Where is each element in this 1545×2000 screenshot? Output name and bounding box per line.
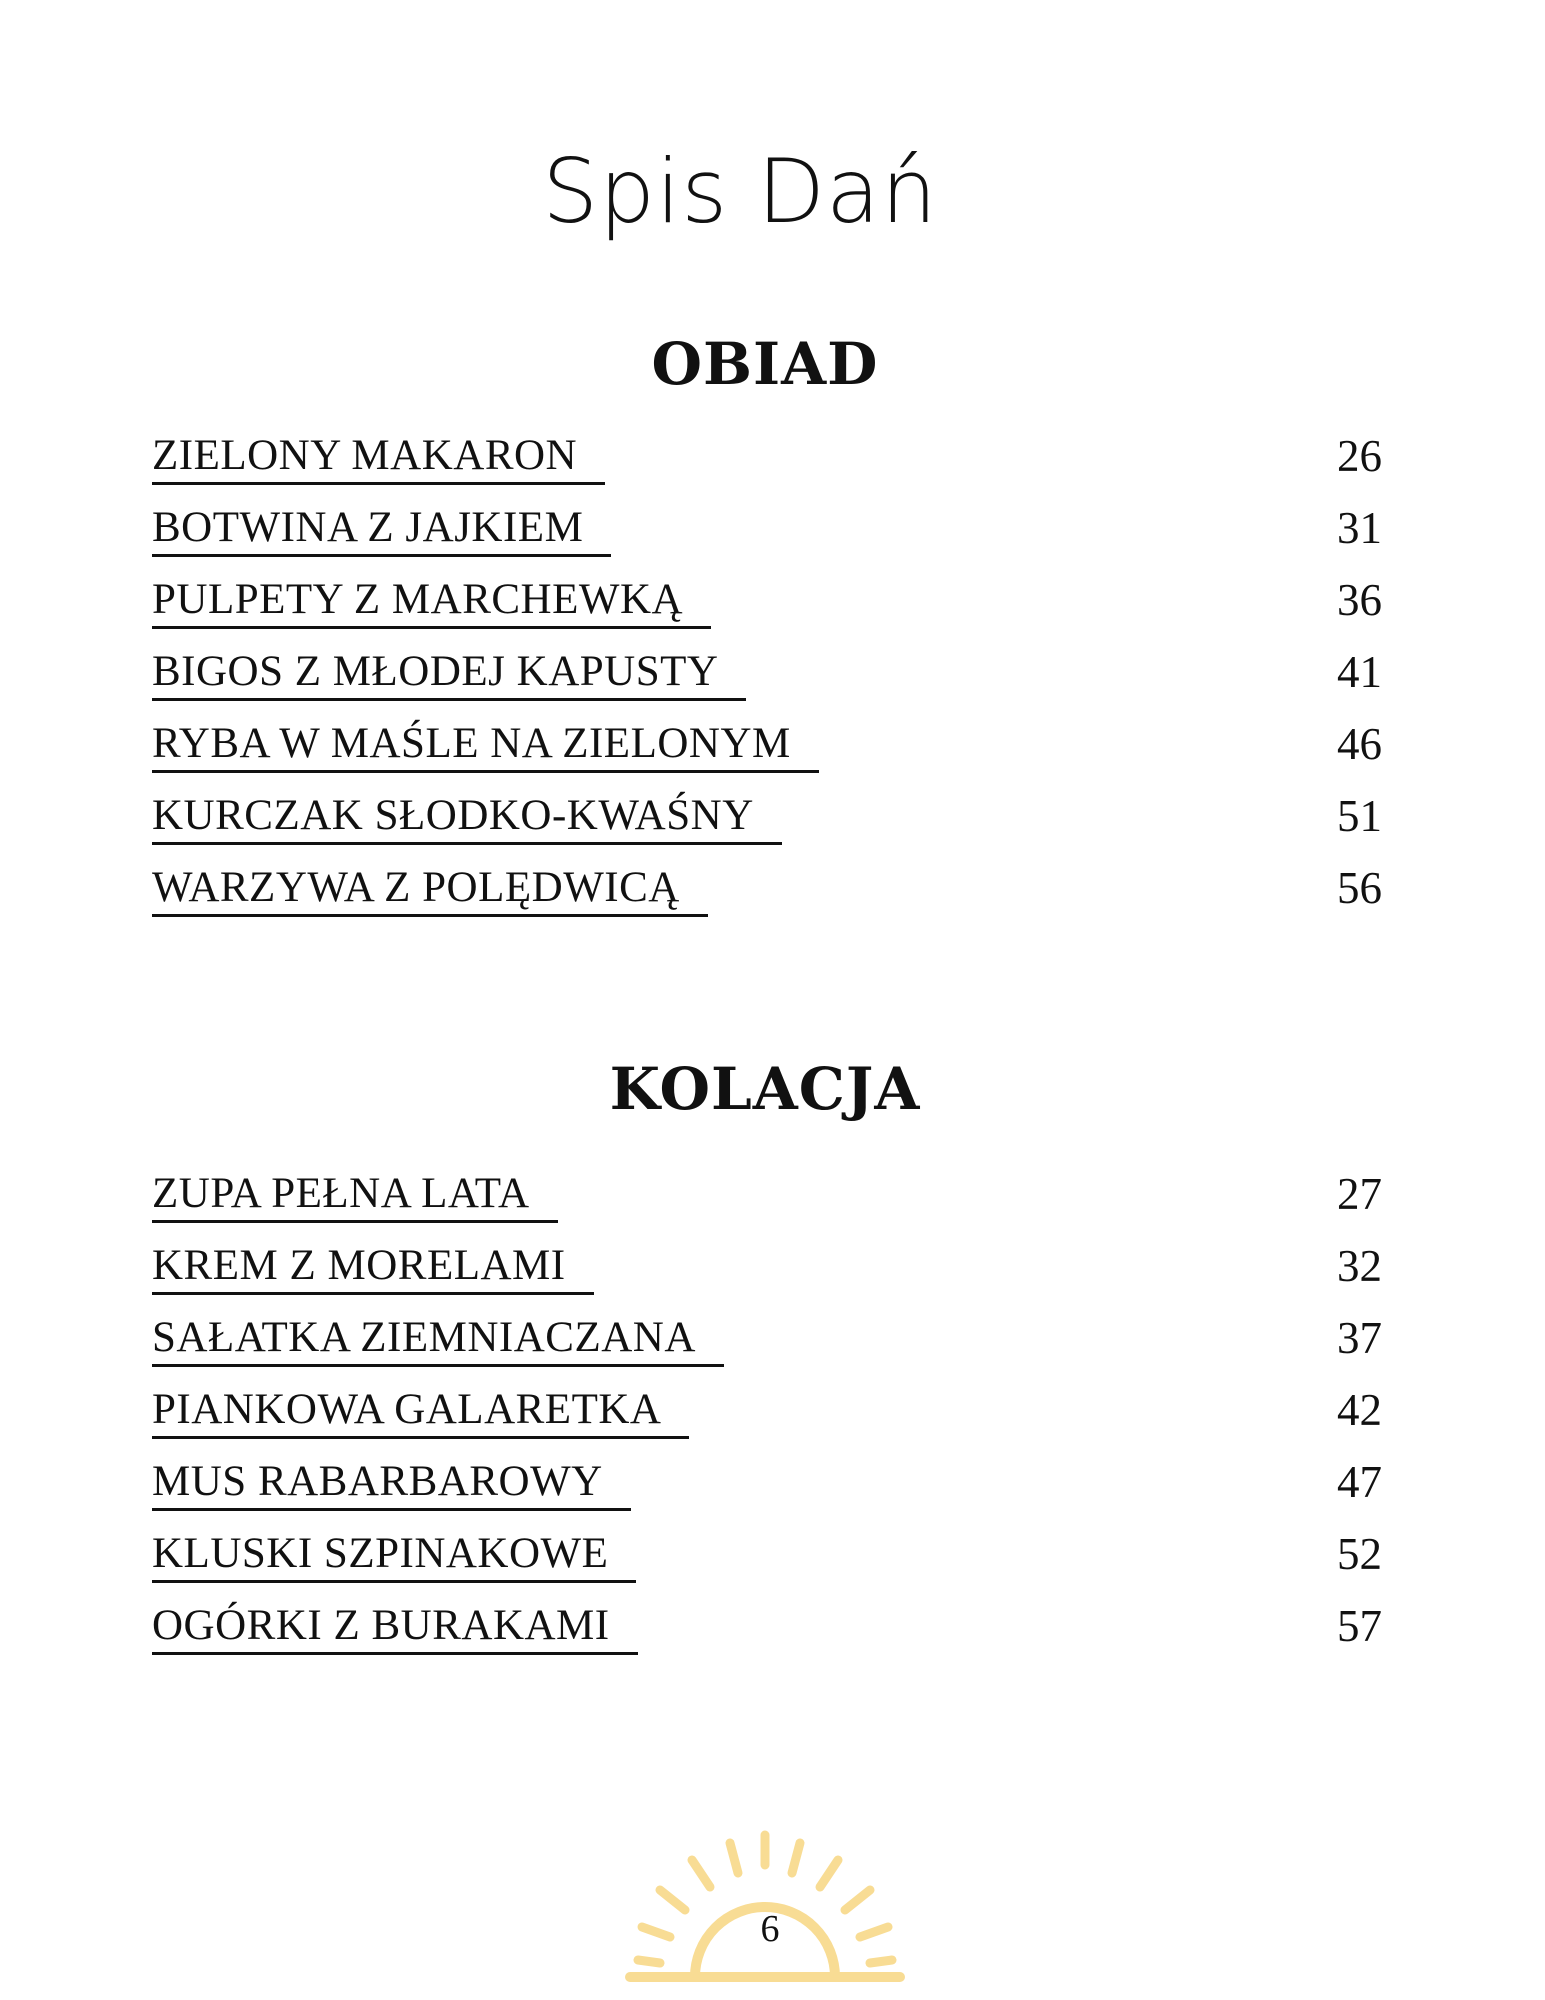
toc-page-number: 52: [1337, 1529, 1382, 1579]
toc-entry-link[interactable]: ZUPA PEŁNA LATA: [152, 1168, 558, 1223]
page-number: 6: [760, 1908, 780, 1950]
toc-list-obiad: [152, 430, 1382, 934]
toc-row: [152, 646, 1382, 718]
toc-page-number: 41: [1337, 647, 1382, 697]
toc-entry-link[interactable]: RYBA W MAŚLE NA ZIELONYM: [152, 718, 819, 773]
toc-row: [152, 1312, 1382, 1384]
toc-entry-link[interactable]: OGÓRKI Z BURAKAMI: [152, 1600, 638, 1655]
toc-entry-link[interactable]: ZIELONY MAKARON: [152, 430, 605, 485]
toc-row: [152, 502, 1382, 574]
toc-page-number: 27: [1337, 1169, 1382, 1219]
toc-row: [152, 790, 1382, 862]
toc-page-number: 46: [1337, 719, 1382, 769]
toc-row: [152, 718, 1382, 790]
toc-page-number: 51: [1337, 791, 1382, 841]
section-heading-kolacja: KOLACJA: [609, 1055, 921, 1123]
toc-page-number: 47: [1337, 1457, 1382, 1507]
toc-row: [152, 1168, 1382, 1240]
toc-page-number: 31: [1337, 503, 1382, 553]
toc-page-number: 32: [1337, 1241, 1382, 1291]
toc-entry-link[interactable]: KURCZAK SŁODKO-KWAŚNY: [152, 790, 782, 845]
toc-page-number: 37: [1337, 1313, 1382, 1363]
toc-entry-link[interactable]: PIANKOWA GALARETKA: [152, 1384, 689, 1439]
toc-list-kolacja: [152, 1168, 1382, 1672]
toc-row: [152, 430, 1382, 502]
toc-entry-link[interactable]: WARZYWA Z POLĘDWICĄ: [152, 862, 708, 917]
toc-row: [152, 862, 1382, 934]
toc-page-number: 26: [1337, 431, 1382, 481]
toc-row: [152, 1240, 1382, 1312]
toc-row: [152, 1456, 1382, 1528]
toc-row: [152, 1600, 1382, 1672]
toc-entry-link[interactable]: BIGOS Z MŁODEJ KAPUSTY: [152, 646, 746, 701]
toc-row: [152, 1528, 1382, 1600]
section-heading-obiad: OBIAD: [651, 330, 879, 398]
toc-row: [152, 574, 1382, 646]
page-title: Spis Dań: [542, 140, 938, 243]
toc-page-number: 42: [1337, 1385, 1382, 1435]
toc-row: [152, 1384, 1382, 1456]
toc-page-number: 36: [1337, 575, 1382, 625]
toc-entry-link[interactable]: KLUSKI SZPINAKOWE: [152, 1528, 636, 1583]
toc-entry-link[interactable]: KREM Z MORELAMI: [152, 1240, 594, 1295]
toc-page-number: 56: [1337, 863, 1382, 913]
toc-entry-link[interactable]: MUS RABARBAROWY: [152, 1456, 631, 1511]
toc-entry-link[interactable]: BOTWINA Z JAJKIEM: [152, 502, 611, 557]
toc-entry-link[interactable]: SAŁATKA ZIEMNIACZANA: [152, 1312, 724, 1367]
toc-entry-link[interactable]: PULPETY Z MARCHEWKĄ: [152, 574, 711, 629]
toc-page-number: 57: [1337, 1601, 1382, 1651]
